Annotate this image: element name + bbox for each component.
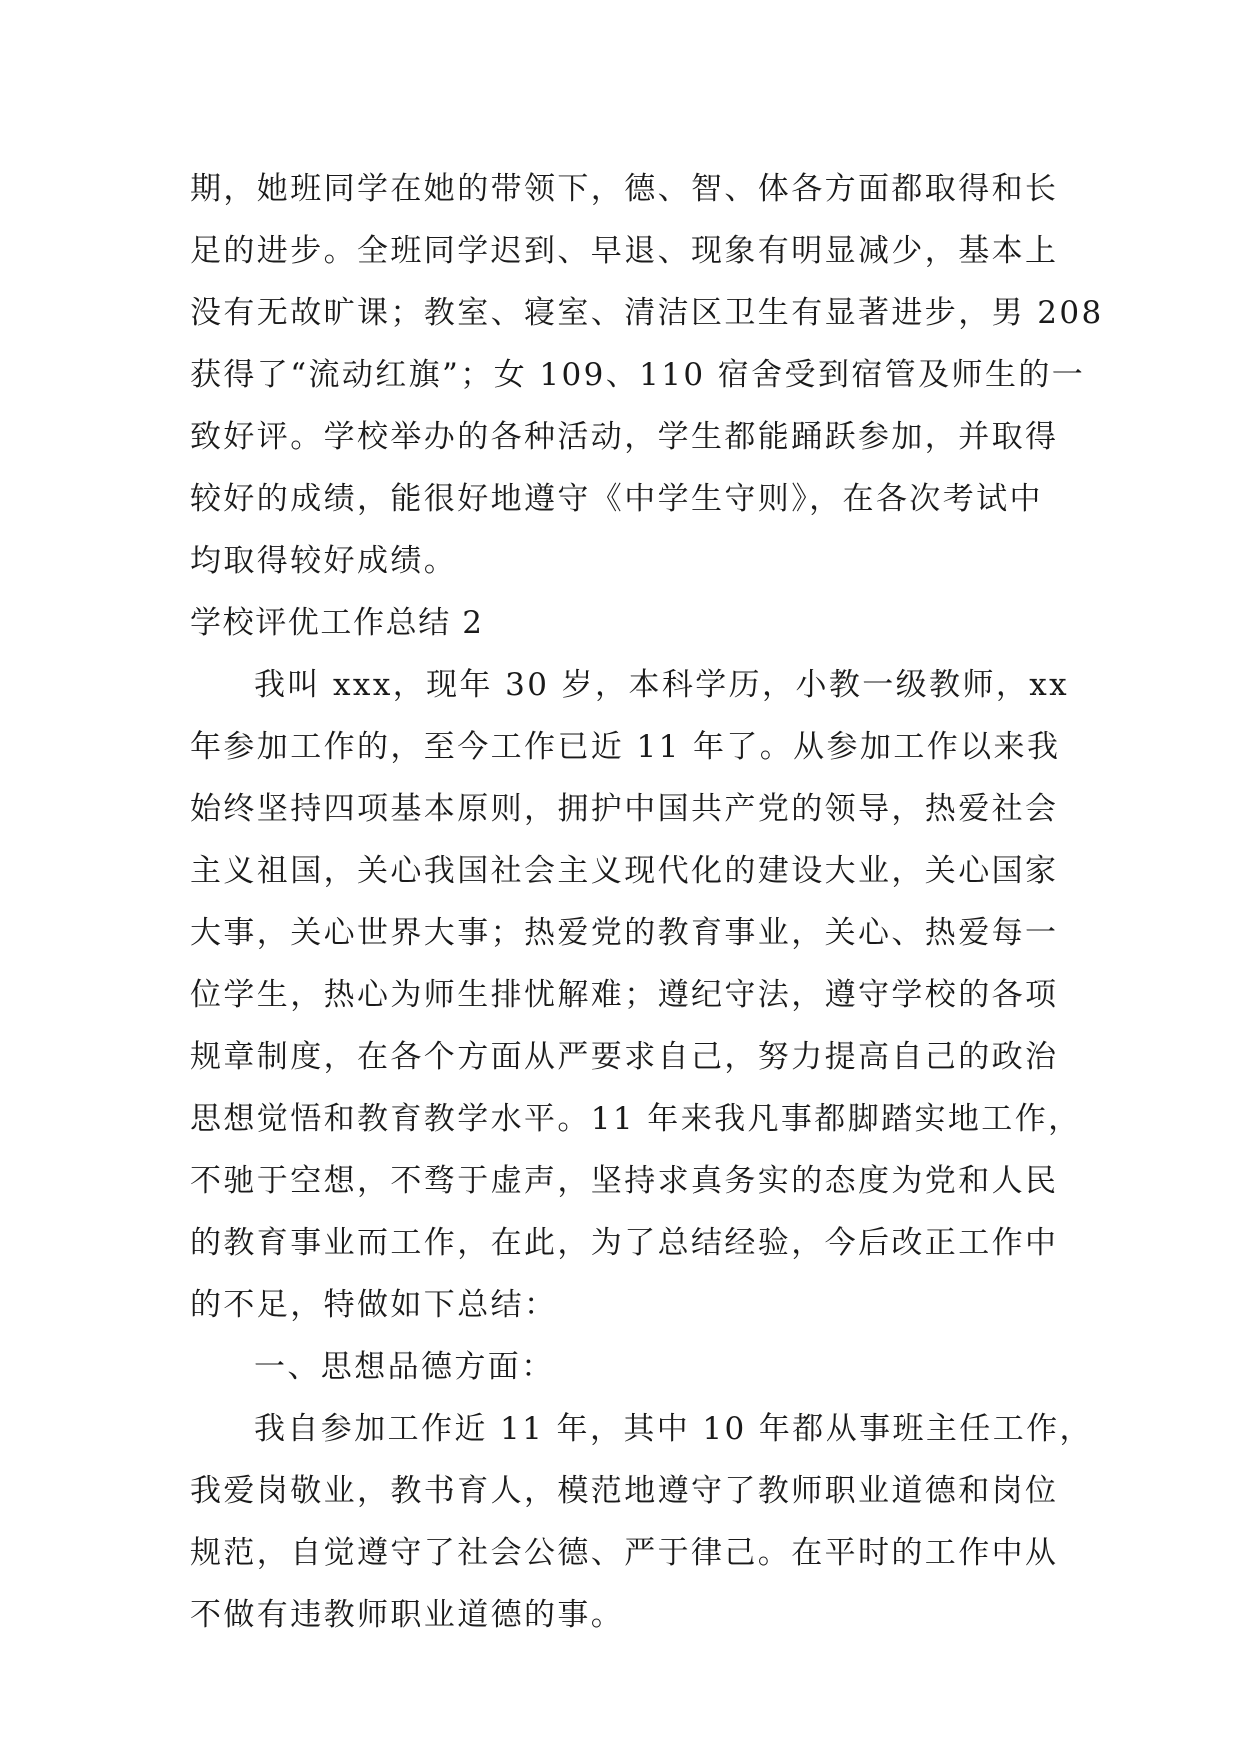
text-line: 我爱岗敬业，教书育人，模范地遵守了教师职业道德和岗位 — [190, 1473, 1059, 1509]
text-line: 不驰于空想，不骛于虚声，坚持求真务实的态度为党和人民 — [190, 1163, 1059, 1199]
text-line: 较好的成绩，能很好地遵守《中学生守则》，在各次考试中 — [190, 481, 1043, 517]
text-line: 主义祖国，关心我国社会主义现代化的建设大业，关心国家 — [190, 853, 1059, 889]
text-line: 不做有违教师职业道德的事。 — [190, 1597, 625, 1633]
paragraph-introduction — [190, 654, 1082, 1336]
text-line: 的教育事业而工作，在此，为了总结经验，今后改正工作中 — [190, 1225, 1059, 1261]
text-line: 期，她班同学在她的带领下，德、智、体各方面都取得和长 — [190, 171, 1059, 207]
subheading-ideology: 一、思想品德方面： — [254, 1349, 555, 1385]
text-line: 年参加工作的，至今工作已近 11 年了。从参加工作以来我 — [190, 729, 1061, 765]
paragraph-ideology — [190, 1398, 1093, 1646]
text-line: 均取得较好成绩。 — [190, 543, 458, 579]
text-line: 没有无故旷课；教室、寝室、清洁区卫生有显著进步，男 208 — [190, 295, 1104, 331]
text-line: 位学生，热心为师生排忧解难；遵纪守法，遵守学校的各项 — [190, 977, 1059, 1013]
text-line: 我自参加工作近 11 年，其中 10 年都从事班主任工作， — [254, 1411, 1093, 1447]
text-line: 足的进步。全班同学迟到、早退、现象有明显减少，基本上 — [190, 233, 1059, 269]
text-line: 的不足，特做如下总结： — [190, 1287, 558, 1323]
text-line: 大事，关心世界大事；热爱党的教育事业，关心、热爱每一 — [190, 915, 1059, 951]
text-line: 获得了“流动红旗”；女 109、110 宿舍受到宿管及师生的一 — [190, 357, 1086, 393]
document-page — [190, 158, 1104, 1646]
paragraph-continuation — [190, 158, 1104, 592]
text-line: 规范，自觉遵守了社会公德、严于律己。在平时的工作中从 — [190, 1535, 1059, 1571]
text-line: 致好评。学校举办的各种活动，学生都能踊跃参加，并取得 — [190, 419, 1059, 455]
text-line: 思想觉悟和教育教学水平。11 年来我凡事都脚踏实地工作， — [190, 1101, 1082, 1137]
section-title: 学校评优工作总结 2 — [190, 605, 484, 641]
text-line: 规章制度，在各个方面从严要求自己，努力提高自己的政治 — [190, 1039, 1059, 1075]
text-line: 我叫 xxx，现年 30 岁，本科学历，小教一级教师，xx — [254, 667, 1070, 703]
text-line: 始终坚持四项基本原则，拥护中国共产党的领导，热爱社会 — [190, 791, 1059, 827]
